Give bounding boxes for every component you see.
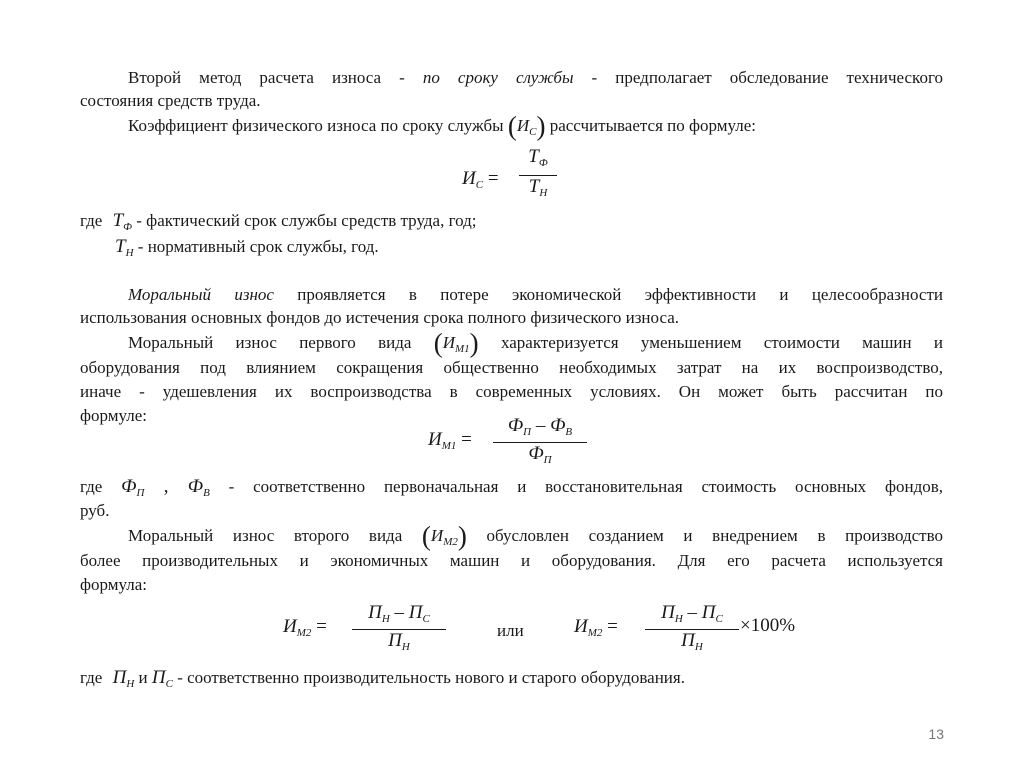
where3-line: где $П_Н$ и $П_С$ - соответственно производительность нового и старого оборудования. <box>80 667 685 690</box>
p5-line1: Моральный износ второго вида $(И_{М2})$ обусловлен созданием и внедрением в производство <box>128 521 943 551</box>
p3-line2: использования основных фондов до истечения срока полного физического износа. <box>80 308 680 327</box>
p1-text-b: - предполагает обследование технического <box>573 68 943 87</box>
where1-line2: $Т_Н$ - нормативный срок службы, год. <box>115 236 379 259</box>
where2-line2: руб. <box>80 501 110 520</box>
p1-line2: состояния средств труда. <box>80 91 261 110</box>
p2-line <box>128 111 757 143</box>
p1-line1 <box>80 67 943 89</box>
p4-line4: формуле: <box>80 406 148 425</box>
p1-text-a: Второй метод расчета износа - <box>128 68 423 87</box>
p4-line3: иначе - удешевления их воспроизводства в современных условиях. Он может быть рассчитан по <box>80 382 943 401</box>
im2-inline: $(И_{М2})$ <box>421 521 467 551</box>
p3-line1: Моральный износ проявляется в потере экономической эффективности и целесообразности <box>128 285 943 304</box>
p4-line2: оборудования под влиянием сокращения общественно необходимых затрат на их воспроизводство, <box>80 358 943 377</box>
p4-line1: Моральный износ первого вида $(И_{М1})$ характеризуется уменьшением стоимости машин и <box>128 328 944 358</box>
or-word: или <box>497 621 524 640</box>
im1-inline: $(И_{М1})$ <box>433 328 479 358</box>
p2-text-b: рассчитывается по формуле: <box>549 116 757 135</box>
p2-text-a: Коэффициент физического износа по сроку службы <box>128 116 504 135</box>
ic-inline: $(И_С)$ <box>507 111 546 141</box>
p1-emphasis: по сроку службы <box>422 68 574 87</box>
page-number: 13 <box>928 726 944 742</box>
where1-line1: где $Т_Ф$ - фактический срок службы средств труда, год; <box>80 210 477 233</box>
where2-line1: где $Ф_П$ , $Ф_В$ - соответственно первоначальная и восстановительная стоимость основных фондов, <box>80 476 944 499</box>
p5-line3: формула: <box>80 575 148 594</box>
p5-line2: более производительных и экономичных машин и оборудования. Для его расчета используется <box>80 551 943 570</box>
